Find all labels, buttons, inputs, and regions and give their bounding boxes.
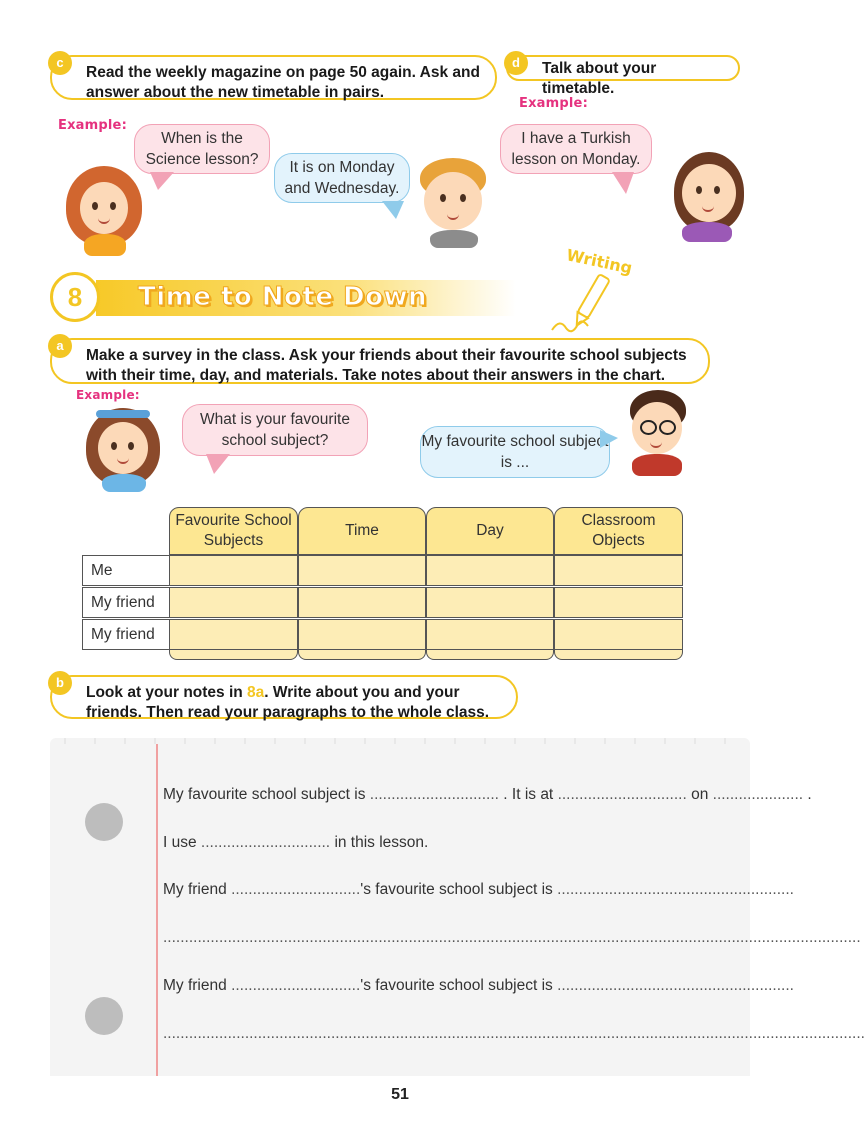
example-label-3: Example:: [76, 388, 140, 402]
table-cell[interactable]: [298, 587, 426, 618]
table-foot: [554, 650, 683, 660]
pencil-icon: [548, 272, 618, 336]
table-row-label-friend-2: My friend: [82, 619, 170, 650]
badge-c: c: [48, 51, 72, 75]
instruction-c-text: Read the weekly magazine on page 50 again. Ask and answer about the new timetable in pairs.: [86, 64, 480, 101]
speech-bubble-turkish: I have a Turkish lesson on Monday.: [500, 124, 652, 174]
notebook-line-2: [163, 834, 428, 852]
section-title: Time to Note Down: [138, 282, 427, 312]
notebook-margin-line: [156, 744, 158, 1076]
table-cell[interactable]: [298, 619, 426, 650]
table-cell[interactable]: [554, 619, 683, 650]
blank[interactable]: ..............................: [557, 786, 687, 803]
table-cell[interactable]: [298, 555, 426, 586]
boy-glasses-illustration: [626, 390, 688, 476]
blank[interactable]: ..............................: [231, 881, 361, 898]
writing-label: Writing: [564, 245, 634, 278]
blank[interactable]: ..............................: [231, 977, 361, 994]
instruction-b-ref: 8a: [247, 684, 265, 701]
line1-text-d: .: [807, 786, 812, 803]
speech-bubble-answer: It is on Monday and Wednesday.: [274, 153, 410, 203]
table-cell[interactable]: [426, 555, 554, 586]
instruction-c: [50, 55, 497, 100]
table-cell[interactable]: [426, 587, 554, 618]
table-cell[interactable]: [169, 587, 298, 618]
table-header-subjects: Favourite School Subjects: [169, 507, 298, 555]
table-row-label-me: Me: [82, 555, 170, 586]
notebook-line-1: [163, 786, 812, 804]
section-number: 8: [50, 272, 100, 322]
notebook-line-3: [163, 881, 794, 899]
speech-bubble-favourite-question: What is your favourite school subject?: [182, 404, 368, 456]
badge-a: a: [48, 334, 72, 358]
notebook-hole: [85, 997, 123, 1035]
girl-redhair-illustration: [64, 162, 144, 256]
instruction-d-text: Talk about your timetable.: [542, 60, 657, 97]
instruction-a-text: Make a survey in the class. Ask your friends about their favourite school subjects with their time, day, and materials. Take notes about their answers in the chart.: [86, 347, 687, 384]
instruction-b-text: [86, 683, 506, 723]
line2-text-a: I use: [163, 834, 197, 851]
girl-headband-illustration: [84, 404, 162, 492]
notebook-hole: [85, 803, 123, 841]
speech-bubble-question: When is the Science lesson?: [134, 124, 270, 174]
notebook-line-4: [163, 977, 794, 995]
table-cell[interactable]: [554, 587, 683, 618]
blank[interactable]: ..............................: [369, 786, 499, 803]
line3-text-a: My friend: [163, 881, 227, 898]
badge-d: d: [504, 51, 528, 75]
table-header-objects: Classroom Objects: [554, 507, 683, 555]
line3-text-b: 's favourite school subject is: [360, 881, 553, 898]
line2-text-b: in this lesson.: [334, 834, 429, 851]
speech-bubble-favourite-answer: My favourite school subject is ...: [420, 426, 610, 478]
line4-text-b: 's favourite school subject is: [360, 977, 553, 994]
table-cell[interactable]: [426, 619, 554, 650]
table-header-day: Day: [426, 507, 554, 555]
table-foot: [426, 650, 554, 660]
notebook-blank-line[interactable]: ...................................................................................................................................................................: [163, 1025, 865, 1042]
instruction-b-text-pre: Look at your notes in: [86, 684, 248, 701]
example-label-1: Example:: [58, 118, 127, 133]
instruction-a: [50, 338, 710, 384]
table-cell[interactable]: [554, 555, 683, 586]
instruction-b-text-post: . Write about you and your friends. Then read your paragraphs to the whole class.: [86, 684, 490, 721]
table-cell[interactable]: [169, 619, 298, 650]
badge-b: b: [48, 671, 72, 695]
instruction-b: [50, 675, 518, 719]
instruction-d: [506, 55, 740, 97]
table-row-label-friend-1: My friend: [82, 587, 170, 618]
line1-text-b: . It is at: [503, 786, 554, 803]
line1-text-c: on: [691, 786, 709, 803]
boy-blonde-illustration: [414, 156, 494, 248]
girl-brownhair-illustration: [670, 150, 750, 242]
table-foot: [298, 650, 426, 660]
table-foot: [169, 650, 298, 660]
table-cell[interactable]: [169, 555, 298, 586]
example-label-2: Example:: [519, 96, 588, 111]
table-header-time: Time: [298, 507, 426, 555]
line1-text-a: My favourite school subject is: [163, 786, 366, 803]
blank[interactable]: ..............................: [200, 834, 331, 851]
blank[interactable]: .....................: [712, 786, 804, 803]
page-number: 51: [391, 1086, 409, 1103]
blank[interactable]: .......................................................: [557, 977, 794, 994]
line4-text-a: My friend: [163, 977, 227, 994]
notebook-blank-line[interactable]: ..................................................................................................................................................................: [163, 929, 861, 946]
blank[interactable]: .......................................................: [557, 881, 794, 898]
